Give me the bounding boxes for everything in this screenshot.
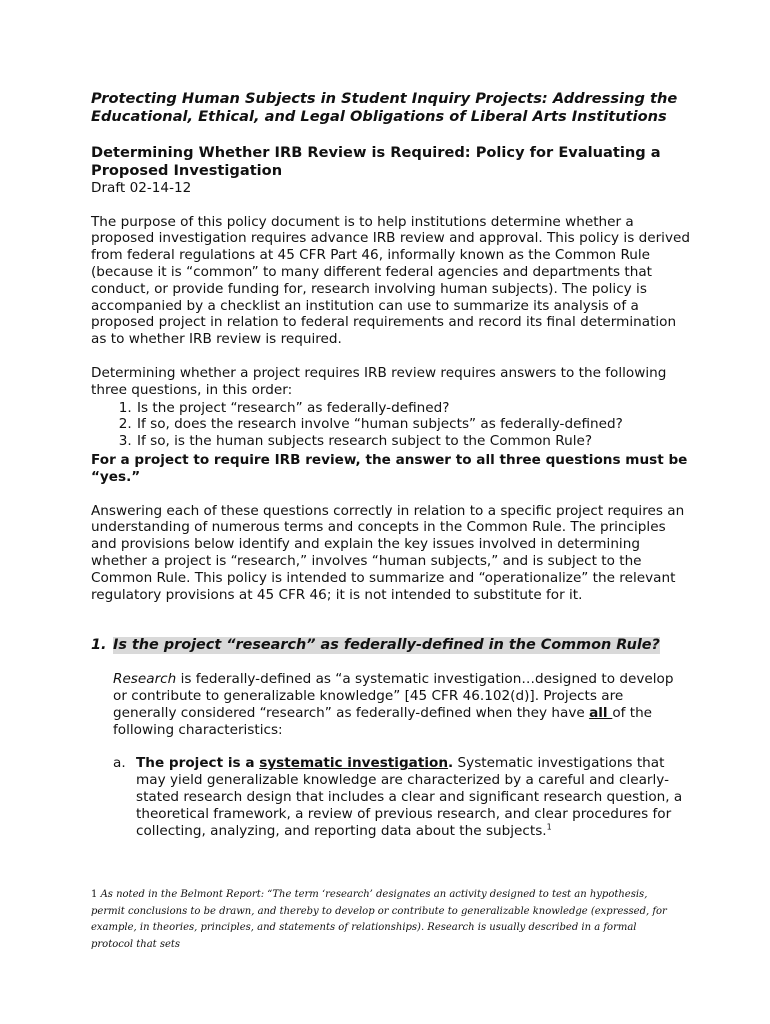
item-lead-underlined: systematic investigation bbox=[259, 755, 449, 772]
item-letter: a. bbox=[113, 755, 126, 772]
questions-list bbox=[91, 400, 691, 450]
research-definition-paragraph bbox=[113, 671, 691, 738]
section-1-heading bbox=[91, 637, 691, 654]
item-text: Systematic investigations that may yield generalizable knowledge are characterized by a careful and clearly-stated research design that includes a clear and significant research question, a theoretical framework, a review of previous research, and clear procedures for collecting, analyzing, and reporting data about the subjects. bbox=[136, 755, 683, 839]
question-item: 3. If so, is the human subjects research subject to the Common Rule? bbox=[136, 433, 691, 450]
question-item: 1. Is the project “research” as federally-defined? bbox=[136, 400, 691, 417]
section-heading-text: Is the project “research” as federally-defined in the Common Rule? bbox=[113, 637, 660, 654]
question-item: 2. If so, does the research involve “human subjects” as federally-defined? bbox=[136, 416, 691, 433]
purpose-paragraph: The purpose of this policy document is to help institutions determine whether a proposed investigation requires advance IRB review and approval. This policy is derived from federal regulations at 45 CFR Part 46, informally known as the Common Rule (because it is “common” to many different federal agencies and departments that conduct, or provide funding for, research involving human subjects). The policy is accompanied by a checklist an institution can use to summarize its analysis of a proposed project in relation to federal requirements and record its final determination as to whether IRB review is required. bbox=[91, 213, 691, 348]
document-title: Protecting Human Subjects in Student Inquiry Projects: Addressing the Educational, Ethical, and Legal Obligations of Liberal Arts Institutions bbox=[91, 90, 678, 126]
section-number: 1. bbox=[91, 637, 107, 654]
requirement-statement: For a project to require IRB review, the answer to all three questions must be “yes.” bbox=[91, 451, 688, 485]
characteristic-item-a bbox=[113, 755, 691, 839]
definition-text-part2: of the following characteristics: bbox=[113, 704, 653, 738]
questions-intro-paragraph: Determining whether a project requires IRB review requires answers to the following three questions, in this order: bbox=[91, 364, 667, 398]
footnote-text: As noted in the Belmont Report: “The term ‘research’ designates an activity designed to test an hypothesis, permit conclusions to be drawn, and thereby to develop or contribute to generalizable knowledge (expressed, for example, in theories, principles, and statements of relationships). Research is usually described in a formal protocol that sets bbox=[91, 889, 667, 950]
item-body bbox=[136, 755, 691, 839]
definition-text-part1: is federally-defined as “a systematic investigation…designed to develop or contribute to generalizable knowledge” [45 CFR 46.102(d)]. Projects are generally considered “research” as federally-defined when they have bbox=[113, 671, 674, 721]
footnote bbox=[91, 887, 681, 953]
item-lead-suffix: . bbox=[448, 755, 454, 772]
all-emphasis: all bbox=[589, 704, 613, 721]
research-term: Research bbox=[113, 671, 177, 688]
footnote-number: 1 bbox=[91, 889, 98, 900]
footnote-reference[interactable]: 1 bbox=[546, 821, 552, 831]
explanation-paragraph: Answering each of these questions correctly in relation to a specific project requires an understanding of numerous terms and concepts in the Common Rule. The principles and provisions below identify and explain the key issues involved in determining whether a project is “research,” involves “human subjects,” and is subject to the Common Rule. This policy is intended to summarize and “operationalize” the relevant regulatory provisions at 45 CFR 46; it is not intended to substitute for it. bbox=[91, 502, 685, 603]
draft-label: Draft 02-14-12 bbox=[91, 179, 192, 196]
document-page bbox=[91, 90, 691, 839]
policy-subtitle: Determining Whether IRB Review is Required: Policy for Evaluating a Proposed Investigation bbox=[91, 143, 661, 179]
item-lead-prefix: The project is a bbox=[136, 755, 260, 772]
